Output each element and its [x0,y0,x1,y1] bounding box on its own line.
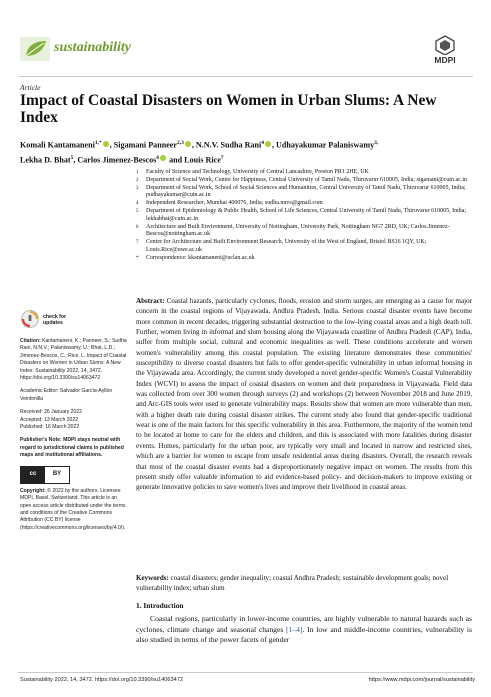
journal-url[interactable]: https://www.mdpi.com/journal/sustainability [368,677,475,683]
dates-block [20,409,128,431]
publisher-note [20,437,128,459]
cc-by-license-icon[interactable] [20,466,70,484]
accepted-date: Accepted: 13 March 2022 [20,416,79,423]
citation-link[interactable]: [1–4] [286,624,303,634]
affiliation-item [136,239,476,255]
mdpi-mark-icon [424,35,466,55]
intro-text-continued: . In low and middle-income countries, vulnerability is also studied in terms of the power facets of gender [136,624,472,644]
affiliation-number: 7 [136,240,139,246]
footer-divider [18,672,473,673]
citation-label: Citation: [20,338,41,344]
keywords [136,573,472,594]
author-affil-sup: 6 [156,154,160,161]
author-name[interactable]: Sigamani Panneer [113,140,177,150]
copyright-label: Copyright: [20,487,46,494]
author-list: Komali Kantamaneni$^{1,*}$ , Sigamani Panneer$^{2,3}$ , N.N.V. Sudha Rani$^4$ , Udhayakumar Palaniswamy$^{3,}$ Lekha D. Bhat$^5$, Carlos Jimenez-Bescos$^6$ and Louis Rice$^7$ [20,140,379,165]
author-affil-sup: 5 [70,154,74,161]
author-name[interactable]: Komali Kantamaneni [20,140,95,150]
affiliation-item [136,185,476,201]
footer-citation[interactable]: Sustainability 2022, 14, 3472. https://doi.org/10.3390/su14063472 [20,677,183,683]
mdpi-logo[interactable] [424,35,466,69]
author-affil-sup: 7 [220,154,224,161]
cc-label: cc [21,467,45,483]
author-name[interactable]: Udhayakumar Palaniswamy [276,140,375,150]
check-updates-line1: check for [43,314,67,320]
affiliation-item [136,177,476,185]
affiliation-text: Department of Social Work, School of Social Sciences and Humanities, Central University of Tamil Nadu, Thiruvarur 610005, India; pudhayakumar@cutn.ac.in [146,184,466,199]
affiliation-list [136,169,476,263]
academic-editor: Academic Editor: Salvador García-Ayllón Veintimilla [20,388,113,402]
affiliation-text: Independent Researcher, Mumbai 400076, India; sudha.nnvs@gmail.com [146,200,323,207]
abstract-label: Abstract: [136,297,165,305]
journal-name: sustainability [54,40,132,55]
received-date: Received: 26 January 2022 [20,409,83,416]
check-for-updates-button[interactable] [20,308,128,332]
orcid-icon[interactable] [103,141,109,147]
author-affil-sup: 1,* [94,140,102,146]
affiliation-item [136,200,476,208]
author-name[interactable]: Carlos Jimenez-Bescos [77,155,157,165]
affiliation-item [136,224,476,240]
article-sidebar [20,308,128,538]
published-date: Published: 16 March 2022 [20,424,80,431]
author-name[interactable]: N.N.V. Sudha Rani [195,140,262,150]
affiliation-number: 5 [136,208,139,214]
leaf-icon [20,37,50,61]
copyright-block [20,488,128,532]
abstract-text: Coastal hazards, particularly cyclones, floods, erosion and storm surges, are emerging as a cause for major concern in the coastal regions of Vijayawada, Andhra Pradesh, India. Serious coastal disaster events have become more common in recent decades, triggering substantial destruction to the low-lying coastal areas and a high death toll. Further, women living in informal and slum housing along the Vijayawada coastline of Andhra Pradesh (CAP), India, suffer from multiple social, cultural and economic inequalities as well. These conditions accelerate and worsen women's vulnerability among this coastal population. The existing literature demonstrates these communities' susceptibility to diverse coastal disasters but fails to offer gender-specific vulnerability in urban informal housing in the Vijayawada area. Accordingly, the current study developed a novel gender-specific Women's Coastal Vulnerability Index (WCVI) to assess the impact of coastal disasters on women and their preparedness in Vijayawada. Field data was collected from over 300 women through surveys (2) and workshops (2) between November 2018 and June 2019, and Arc-GIS tools were used to generate vulnerability maps. Results show that women are more vulnerable than men, with a higher death rate during coastal disaster strikes. The current study also found that gender-specific traditional wear is one of the main factors for this specific vulnerability in this area. Furthermore, the majority of the women tend to be located at home to care for the elders and children, and this is associated with more fatalities during disaster events. Homes, particularly for the urban poor, are typically very small and located in narrow and restricted sites, which are a barrier for women to escape from unsafe residential areas during disasters. Overall, the research reveals that most of the coastal disaster events had a disproportionately negative impact on women. The results from this present study offer valuable information to aid evidence-based policy- and decision-makers to improve existing or generate innovative policies to save women's lives and improve their livelihood in coastal areas. [136,297,472,492]
paper-title: Impact of Coastal Disasters on Women in Urban Slums: A New Index [20,92,437,126]
publisher-note-label: Publisher's Note: [20,437,62,444]
author-name[interactable]: Louis Rice [184,155,221,165]
affiliation-text: Department of Epidemiology & Public Health, School of Life Sciences, Central University of Tamil Nadu, Thiruvarur 610005, India; lekhabhat@cutn.ac.in [146,207,467,222]
affiliation-number: 2 [136,177,139,183]
intro-text: Coastal regions, particularly in lower-income countries, are highly vulnerable to natural hazards such as cyclones, climate change and seasonal changes [136,614,472,634]
affiliation-number: 6 [136,224,139,230]
author-affil-sup: 4 [261,140,264,146]
check-updates-icon [20,308,40,330]
affiliation-text: Centre for Architecture and Built Environment Research, University of the West of England, Bristol BS16 1QY, UK; Louis.Rice@uwe.ac.uk [146,239,427,253]
author-name[interactable]: Lekha D. Bhat [20,155,71,165]
affiliation-item [136,208,476,224]
page-footer [20,677,475,683]
orcid-icon[interactable] [265,141,271,147]
check-updates-label [43,314,66,326]
affiliation-number: * [136,255,139,261]
publisher-note-text: MDPI stays neutral with regard to jurisdictional claims in published maps and institutional affiliations. [20,437,124,459]
orcid-icon[interactable] [185,141,191,147]
orcid-icon[interactable] [160,155,166,161]
correspondence [136,255,476,263]
affiliation-text: Correspondence: kkantamaneni@uclan.ac.uk [146,254,255,261]
affiliation-number: 4 [136,201,139,207]
publisher-name: MDPI [434,55,456,65]
header-divider [18,76,473,77]
by-label: BY [52,470,62,477]
citation-block [20,338,128,382]
intro-paragraph [136,614,472,646]
copyright-text: © 2022 by the authors. Licensee MDPI, Basel, Switzerland. This article is an open access article distributed under the terms and conditions of the Creative Commons Attribution (CC BY) license (https://creativecommons.org/licenses/by/4.0/). [20,487,126,531]
abstract [136,296,472,493]
affiliation-number: 3 [136,185,139,191]
affiliation-item [136,169,476,177]
section-heading: 1. Introduction [136,601,184,610]
affiliation-number: 1 [136,170,139,175]
keywords-label: Keywords: [136,574,169,582]
check-updates-line2: updates [43,320,63,326]
affiliation-text: Architecture and Built Environment, University of Nottingham, University Park, Nottingham NG7 2RD, UK; Carlos.Jimenez-Bescos@nottingham.ac.uk [146,223,450,238]
article-type: Article [20,83,41,92]
keywords-text: coastal disasters; gender inequality; coastal Andhra Pradesh; sustainable development goals; novel vulnerability index; urban slum [136,574,449,593]
affiliation-text: Faculty of Science and Technology, University of Central Lancashire, Preston PR1 2HE, UK [146,169,369,175]
author-affil-sup: 2,3 [176,140,184,146]
journal-logo[interactable] [20,35,190,63]
author-affil-sup: 3, [374,140,379,146]
affiliation-text: Department of Social Work, Centre for Happiness, Central University of Tamil Nadu, Thiruvarur 610005, India; sigamani@cutn.ac.in [146,176,468,183]
citation-text[interactable]: Kantamaneni, K.; Panneer, S.; Sudha Rani, N.N.V.; Palaniswamy, U.; Bhat, L.D.; Jimenez-Bescos, C.; Rice, L. Impact of Coastal Disasters on Women in Urban Slums: A New Index. Sustainability 2022, 14, 3472. https://doi.org/10.3390/su14063472 [20,338,127,382]
